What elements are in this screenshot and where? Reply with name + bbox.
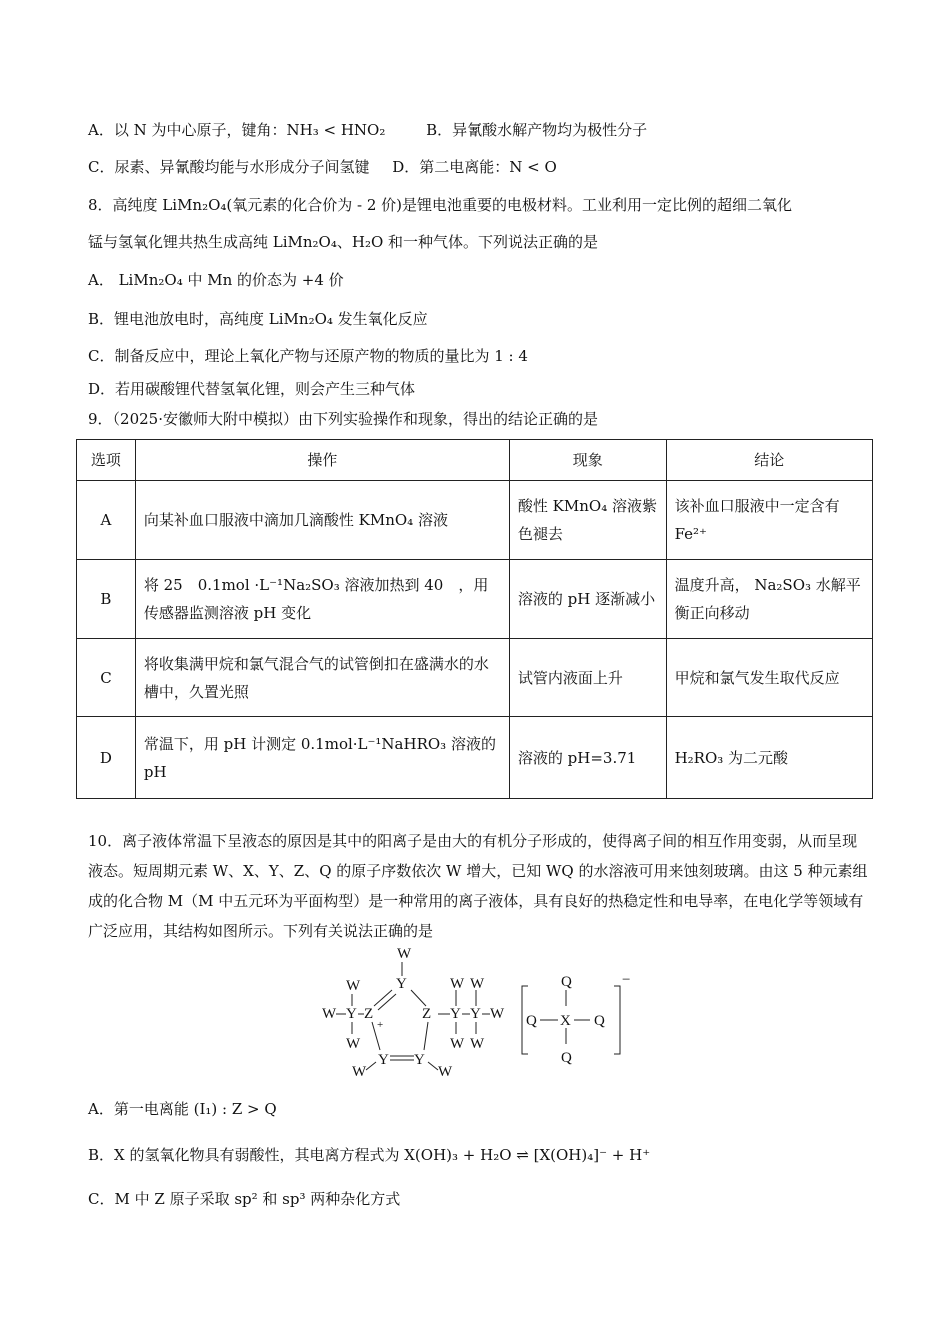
row-phenomenon: 酸性 KMnO₄ 溶液紫色褪去 <box>509 481 666 560</box>
atom-label: Z <box>422 1006 432 1022</box>
row-option: A <box>77 481 136 560</box>
ionic-liquid-structure <box>300 944 660 1086</box>
atom-label: Y <box>450 1006 461 1022</box>
row-operation: 将 25 0.1mol ·L⁻¹Na₂SO₃ 溶液加热到 40 ，用传感器监测溶液 pH 变化 <box>135 560 509 639</box>
q7-options-row2 <box>88 156 557 178</box>
atom-label: W <box>450 1036 465 1052</box>
charge-plus: + <box>377 1019 384 1031</box>
atom-label: W <box>490 1006 505 1022</box>
q8-option-c: C．制备反应中，理论上氧化产物与还原产物的物质的量比为 1 : 4 <box>88 347 528 365</box>
q8-option-d: D．若用碳酸锂代替氢氧化锂，则会产生三种气体 <box>88 380 416 398</box>
q7-option-a: A．以 N 为中心原子，键角：NH₃ < HNO₂ <box>88 121 386 139</box>
atom-label: Q <box>561 974 572 990</box>
atom-label: Y <box>414 1052 425 1068</box>
row-conclusion: 甲烷和氯气发生取代反应 <box>666 639 872 717</box>
atom-label: Y <box>346 1006 357 1022</box>
table-row <box>77 560 873 639</box>
atom-label: W <box>470 976 485 992</box>
header-phenomenon: 现象 <box>509 440 666 481</box>
atom-label: Y <box>378 1052 389 1068</box>
atom-label: Q <box>526 1013 537 1029</box>
q7-option-b: B．异氰酸水解产物均为极性分子 <box>426 121 648 139</box>
row-phenomenon: 溶液的 pH=3.71 <box>509 717 666 799</box>
atom-label: X <box>560 1013 571 1029</box>
atom-label: Q <box>594 1013 605 1029</box>
atom-label: Z <box>364 1006 374 1022</box>
charge-minus: − <box>622 972 631 988</box>
q8-option-b: B．锂电池放电时，高纯度 LiMn₂O₄ 发生氧化反应 <box>88 310 428 328</box>
q7-option-c: C．尿素、异氰酸均能与水形成分子间氢键 <box>88 158 370 176</box>
row-operation: 将收集满甲烷和氯气混合气的试管倒扣在盛满水的水槽中，久置光照 <box>135 639 509 717</box>
table-row <box>77 481 873 560</box>
header-option: 选项 <box>77 440 136 481</box>
table-header-row <box>77 440 873 481</box>
row-conclusion: H₂RO₃ 为二元酸 <box>666 717 872 799</box>
atom-label: W <box>450 976 465 992</box>
q7-option-d: D．第二电离能：N < O <box>392 158 557 176</box>
atom-label: Y <box>396 976 407 992</box>
atom-label: Q <box>561 1050 572 1066</box>
atom-label: W <box>470 1036 485 1052</box>
table-row <box>77 717 873 799</box>
q10-option-a: A．第一电离能 (I₁) : Z > Q <box>88 1100 277 1118</box>
q8-stem-line2: 锰与氢氧化锂共热生成高纯 LiMn₂O₄、H₂O 和一种气体。下列说法正确的是 <box>88 233 599 251</box>
header-conclusion: 结论 <box>666 440 872 481</box>
header-operation: 操作 <box>135 440 509 481</box>
atom-label: W <box>322 1006 337 1022</box>
atom-label: W <box>346 978 361 994</box>
row-option: B <box>77 560 136 639</box>
row-operation: 向某补血口服液中滴加几滴酸性 KMnO₄ 溶液 <box>135 481 509 560</box>
atom-label: W <box>346 1036 361 1052</box>
q8-stem-line1: 8．高纯度 LiMn₂O₄(氧元素的化合价为 - 2 价)是锂电池重要的电极材料。工业利用一定比例的超细二氧化 <box>88 196 793 214</box>
row-option: D <box>77 717 136 799</box>
atom-label: W <box>438 1064 453 1080</box>
q7-options-row1 <box>88 119 647 141</box>
q10-option-b: B．X 的氢氧化物具有弱酸性，其电离方程式为 X(OH)₃ + H₂O ⇌ [X(OH)₄]⁻ + H⁺ <box>88 1146 651 1164</box>
atom-label: Y <box>470 1006 481 1022</box>
atom-label: W <box>397 946 412 962</box>
row-conclusion: 温度升高， Na₂SO₃ 水解平衡正向移动 <box>666 560 872 639</box>
atom-label: W <box>352 1064 367 1080</box>
q10-option-c: C．M 中 Z 原子采取 sp² 和 sp³ 两种杂化方式 <box>88 1190 401 1208</box>
experiment-table <box>76 439 873 799</box>
table-row <box>77 639 873 717</box>
row-phenomenon: 试管内液面上升 <box>509 639 666 717</box>
q8-option-a: A． LiMn₂O₄ 中 Mn 的价态为 +4 价 <box>88 271 344 289</box>
q10-stem: 10．离子液体常温下呈液态的原因是其中的阳离子是由大的有机分子形成的，使得离子间的相互作用变弱，从而呈现液态。短周期元素 W、X、Y、Z、Q 的原子序数依次 W 增大，已知 WQ 的水溶液可用来蚀刻玻璃。由这 5 种元素组成的化合物 M（M 中五元环为平面构型）是一种常用的离子液体，具有良好的热稳定性和电导率，在电化学等领域有广泛应用，其结构如图所示。下列有关说法正确的是 <box>88 832 868 940</box>
row-conclusion: 该补血口服液中一定含有 Fe²⁺ <box>666 481 872 560</box>
row-phenomenon: 溶液的 pH 逐渐减小 <box>509 560 666 639</box>
q9-stem: 9．（2025·安徽师大附中模拟）由下列实验操作和现象，得出的结论正确的是 <box>88 410 598 428</box>
row-option: C <box>77 639 136 717</box>
row-operation: 常温下，用 pH 计测定 0.1mol·L⁻¹NaHRO₃ 溶液的 pH <box>135 717 509 799</box>
